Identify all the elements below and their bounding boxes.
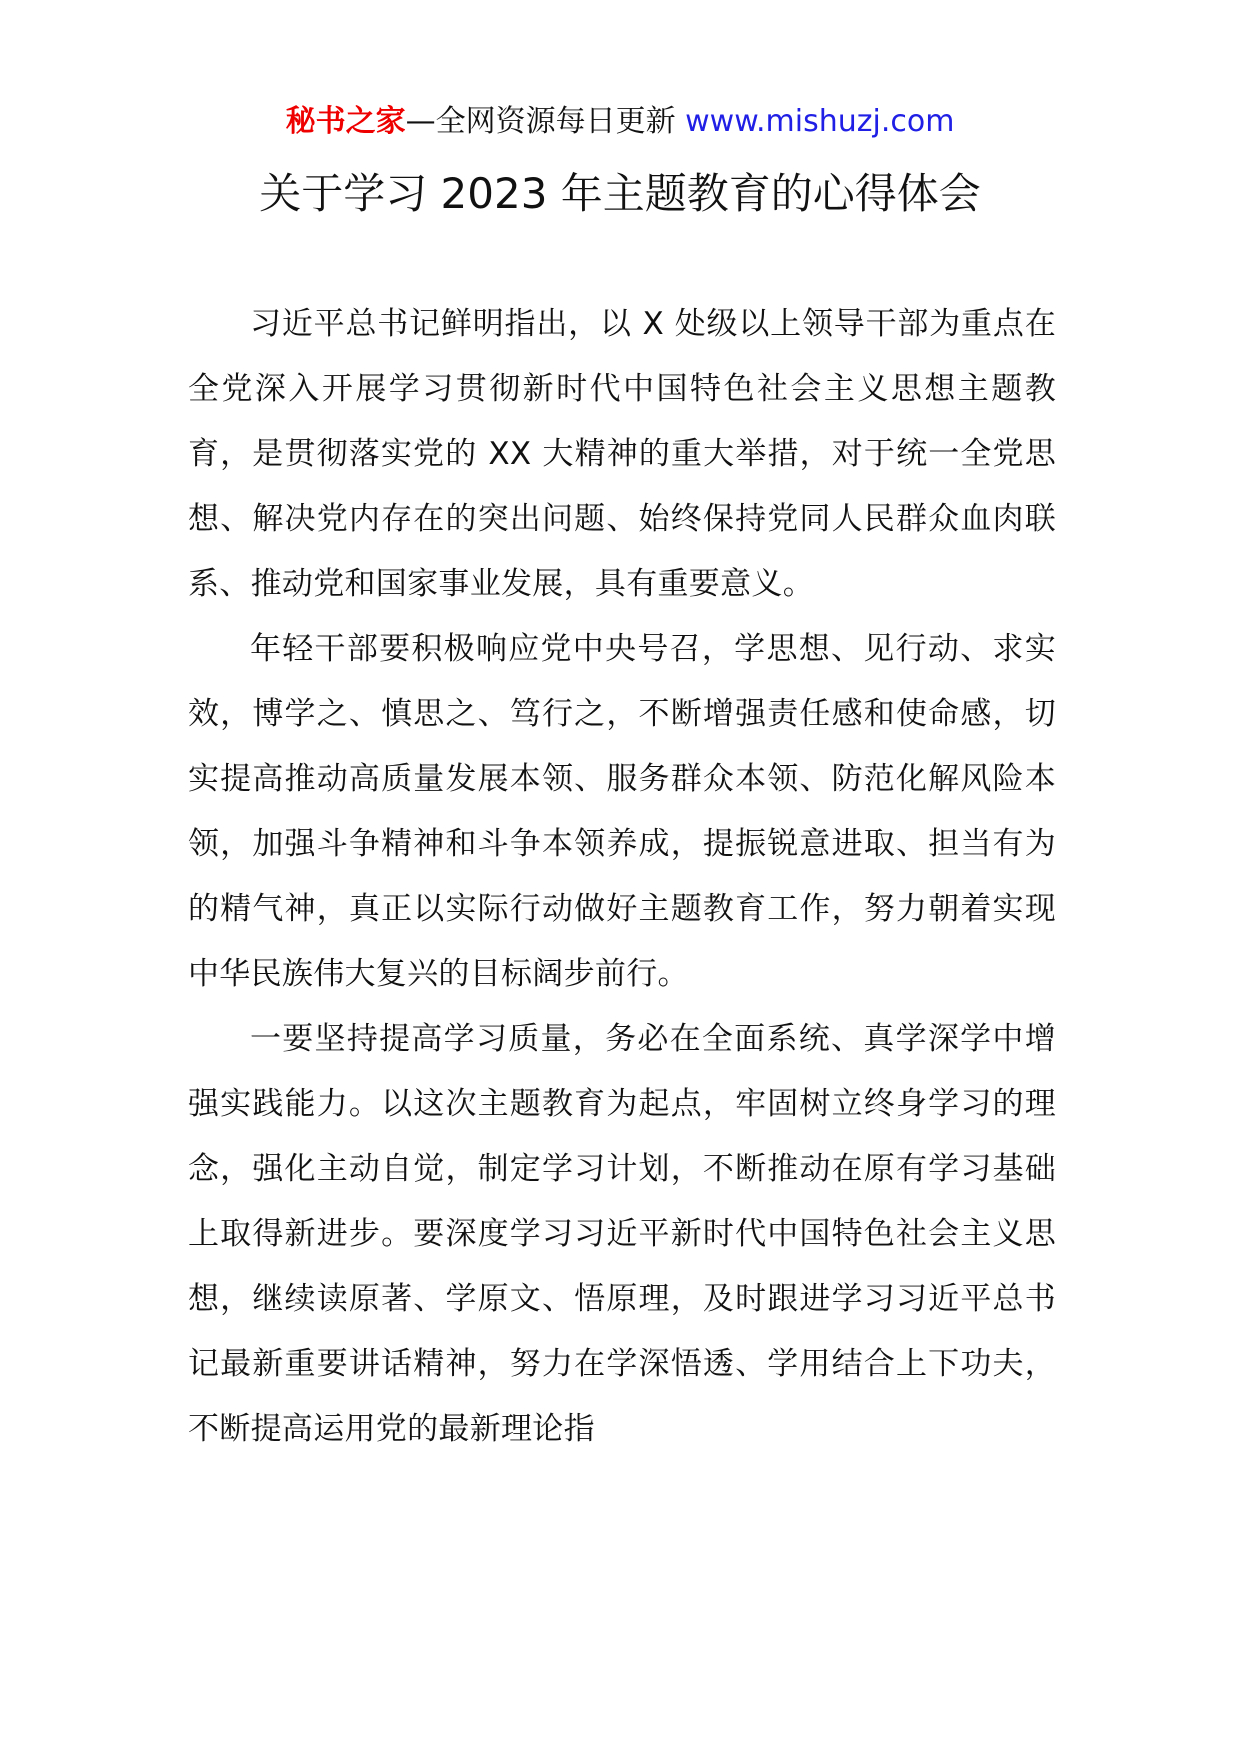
site-url-link[interactable]: www.mishuzj.com [685,104,955,139]
document-title: 关于学习 2023 年主题教育的心得体会 [259,169,981,218]
brand-name: 秘书之家 [285,104,406,139]
paragraph-1: 习近平总书记鲜明指出，以 X 处级以上领导干部为重点在全党深入开展学习贯彻新时代中国特色社会主义思想主题教育，是贯彻落实党的 XX 大精神的重大举措，对于统一全党思想、解决党内存在的突出问题、始终保持党同人民群众血肉联系、推动党和国家事业发展，具有重要意义。 [188,306,1056,602]
document-body [188,292,1056,1462]
paragraph-3: 一要坚持提高学习质量，务必在全面系统、真学深学中增强实践能力。以这次主题教育为起点，牢固树立终身学习的理念，强化主动自觉，制定学习计划，不断推动在原有学习基础上取得新进步。要深度学习习近平新时代中国特色社会主义思想，继续读原著、学原文、悟原理，及时跟进学习习近平总书记最新重要讲话精神，努力在学深悟透、学用结合上下功夫，不断提高运用党的最新理论指 [188,1021,1056,1447]
site-header [0,100,1240,144]
header-tagline: —全网资源每日更新 [405,104,686,139]
paragraph-2: 年轻干部要积极响应党中央号召，学思想、见行动、求实效，博学之、慎思之、笃行之，不断增强责任感和使命感，切实提高推动高质量发展本领、服务群众本领、防范化解风险本领，加强斗争精神和斗争本领养成，提振锐意进取、担当有为的精气神，真正以实际行动做好主题教育工作，努力朝着实现中华民族伟大复兴的目标阔步前行。 [188,631,1056,992]
